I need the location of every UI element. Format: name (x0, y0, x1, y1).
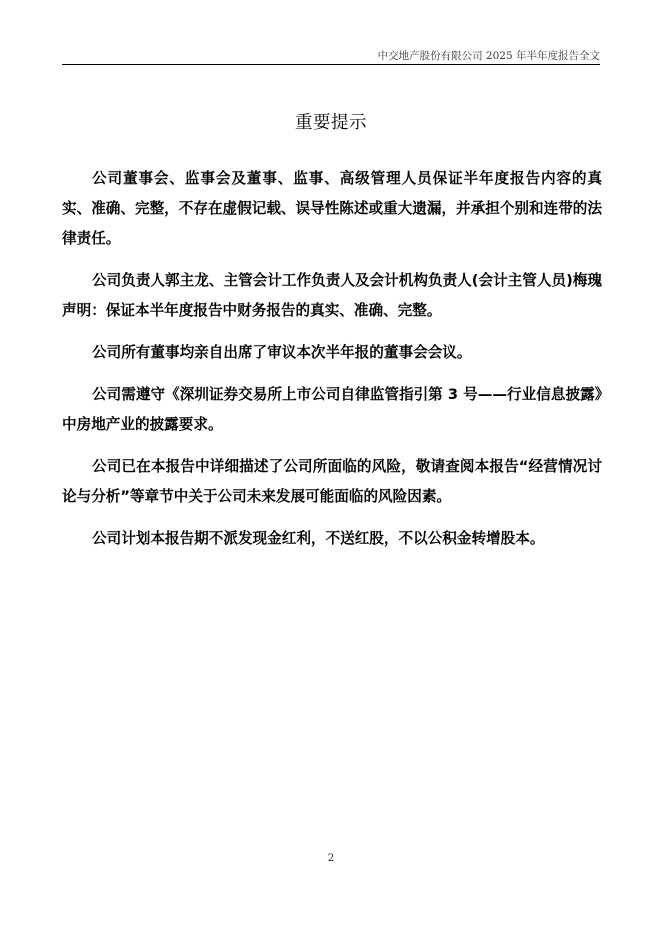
notice-body (62, 164, 602, 566)
paragraph-board-attendance: 公司所有董事均亲自出席了审议本次半年报的董事会会议。 (92, 344, 472, 361)
paragraph-risk-notice: 公司已在本报告中详细描述了公司所面临的风险，敬请查阅本报告“经营情况讨论与分析”等章节中关于公司未来发展可能面临的风险因素。 (62, 458, 602, 505)
running-header: 中交地产股份有限公司 2025 年半年度报告全文 (377, 50, 600, 62)
paragraph-responsibility: 公司董事会、监事会及董事、监事、高级管理人员保证半年度报告内容的真实、准确、完整，不存在虚假记载、误导性陈述或重大遗漏，并承担个别和连带的法律责任。 (62, 170, 602, 247)
paragraph-disclosure-requirement: 公司需遵守《深圳证券交易所上市公司自律监管指引第 3 号——行业信息披露》中房地产业的披露要求。 (62, 386, 602, 433)
section-title: 重要提示 (295, 113, 367, 133)
paragraph-dividend-plan: 公司计划本报告期不派发现金红利，不送红股，不以公积金转增股本。 (92, 530, 545, 547)
paragraph-financial-statement: 公司负责人郭主龙、主管会计工作负责人及会计机构负责人(会计主管人员)梅瑰声明：保证本半年度报告中财务报告的真实、准确、完整。 (62, 272, 602, 319)
page-number: 2 (327, 852, 335, 864)
header-divider (62, 64, 600, 65)
